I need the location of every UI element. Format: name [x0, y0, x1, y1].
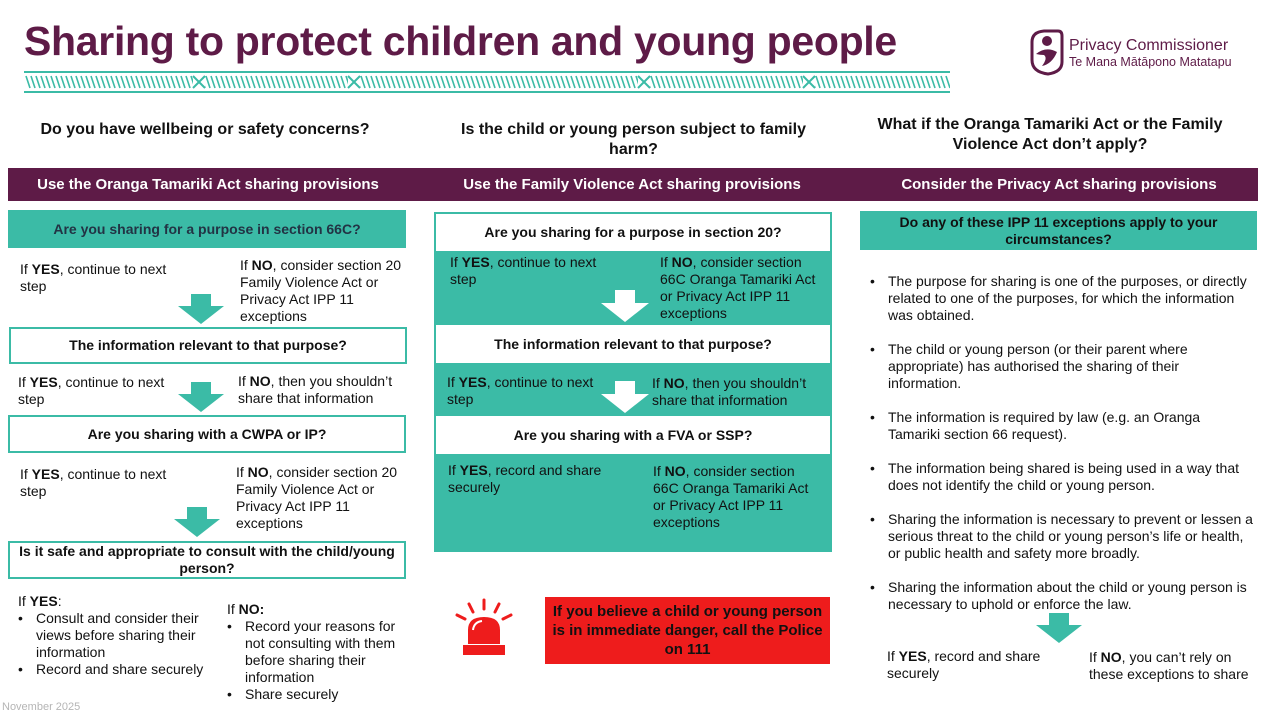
- col1-step2-box: The information relevant to that purpose?: [9, 327, 407, 364]
- list-item: • Sharing the information is necessary to prevent or lessen a serious threat to the child or young person’s life or health, or public health and safety more broadly.: [870, 511, 1255, 562]
- col1-question: Do you have wellbeing or safety concerns?: [40, 121, 370, 138]
- col2-step2-yes: If YES, continue to next step: [447, 374, 594, 407]
- col2-step1-yes: If YES, continue to next step: [450, 254, 597, 287]
- col2-band-label: Use the Family Violence Act sharing provisions: [463, 176, 801, 193]
- police-light-icon: [451, 598, 517, 658]
- arrow-down-icon: [178, 382, 224, 412]
- footer-date: November 2025: [2, 701, 81, 713]
- col3-band-label: Consider the Privacy Act sharing provisions: [901, 176, 1217, 193]
- arrow-down-icon: [601, 381, 649, 413]
- col1-step1-box: Are you sharing for a purpose in section 66C?: [8, 210, 406, 248]
- col3-exceptions: [870, 273, 1255, 613]
- col2-step1-box: Are you sharing for a purpose in section 20?: [436, 214, 830, 251]
- col1-step4-no: If NO: • Record your reasons for not consulting with them before sharing their information • Share securely: [227, 601, 412, 703]
- col1-no-list: [227, 618, 412, 703]
- col2-step2-no: If NO, then you shouldn’t share that information: [652, 375, 807, 408]
- col1-step3-box: Are you sharing with a CWPA or IP?: [8, 415, 406, 453]
- col3-no: If NO, you can’t rely on these exceptions to share: [1089, 649, 1249, 682]
- list-item: • The purpose for sharing is one of the purposes, or directly related to one of the purposes, for which the information was obtained.: [870, 273, 1255, 324]
- page-title: Sharing to protect children and young people: [24, 18, 897, 64]
- list-item: • Record and share securely: [18, 661, 208, 678]
- col1-band-label: Use the Oranga Tamariki Act sharing provisions: [37, 176, 379, 193]
- col1-step2-yes: If YES, continue to next step: [18, 374, 165, 407]
- col2-step3-yes: If YES, record and share securely: [448, 462, 602, 495]
- list-item: • Consult and consider their views before sharing their information: [18, 610, 208, 661]
- list-item: • The information being shared is being used in a way that does not identify the child or young person.: [870, 460, 1255, 494]
- col1-step2-no: If NO, then you shouldn’t share that information: [238, 373, 393, 406]
- col2-step1-no: If NO, consider section 66C Oranga Tamariki Act or Privacy Act IPP 11 exceptions: [660, 254, 816, 321]
- col2-step3-no: If NO, consider section 66C Oranga Tamariki Act or Privacy Act IPP 11 exceptions: [653, 463, 809, 530]
- logo-text: [1069, 37, 1232, 70]
- col1-step4-box: Is it safe and appropriate to consult with the child/young person?: [8, 541, 406, 579]
- col1-step1-no: If NO, consider section 20 Family Violence Act or Privacy Act IPP 11 exceptions: [240, 257, 402, 324]
- col3-yes: If YES, record and share securely: [887, 648, 1041, 681]
- col3-step1-box: Do any of these IPP 11 exceptions apply to your circumstances?: [860, 211, 1257, 250]
- col1-step3-no: If NO, consider section 20 Family Violence Act or Privacy Act IPP 11 exceptions: [236, 464, 398, 531]
- col1-step4-yes: If YES: • Consult and consider their views before sharing their information • Record and share securely: [18, 593, 208, 678]
- col2-question: Is the child or young person subject to family harm?: [461, 121, 806, 158]
- logo-line2: Te Mana Mātāpono Matatapu: [1069, 55, 1232, 69]
- list-item: • Record your reasons for not consulting with them before sharing their information: [227, 618, 412, 686]
- list-item: • Sharing the information about the child or young person is necessary to uphold or enforce the law.: [870, 579, 1255, 613]
- col1-step3-yes: If YES, continue to next step: [20, 466, 167, 499]
- list-item: • The information is required by law (e.g. an Oranga Tamariki section 66 request).: [870, 409, 1255, 443]
- rope-divider: [24, 70, 950, 94]
- arrow-down-icon: [1036, 613, 1082, 643]
- logo-line1: Privacy Commissioner: [1069, 37, 1229, 54]
- police-warning-box: If you believe a child or young person is in immediate danger, call the Police on 111: [545, 597, 830, 664]
- list-item: • The child or young person (or their parent where appropriate) has authorised the sharing of their information.: [870, 341, 1255, 392]
- col3-question: What if the Oranga Tamariki Act or the Family Violence Act don’t apply?: [877, 116, 1223, 153]
- col2-step2-box: The information relevant to that purpose?: [436, 325, 830, 363]
- col1-yes-list: [18, 610, 208, 678]
- arrow-down-icon: [174, 507, 220, 537]
- arrow-down-icon: [178, 294, 224, 324]
- privacy-commissioner-logo-icon: [1026, 28, 1066, 76]
- ipp11-exceptions-list: [870, 273, 1255, 613]
- arrow-down-icon: [601, 290, 649, 322]
- list-item: • Share securely: [227, 686, 412, 703]
- col2-step3-box: Are you sharing with a FVA or SSP?: [436, 416, 830, 454]
- col1-step1-yes: If YES, continue to next step: [20, 261, 167, 294]
